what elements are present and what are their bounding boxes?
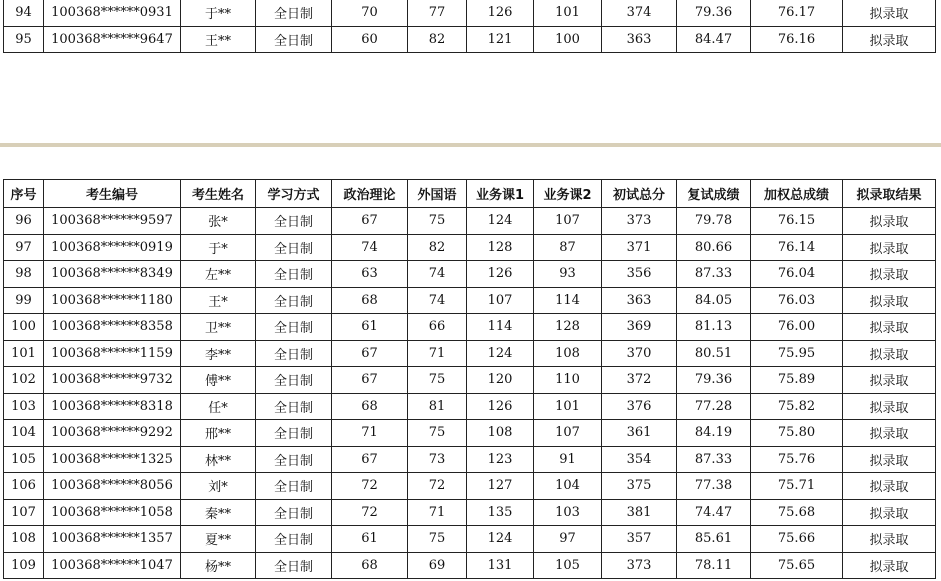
cell-foreign-language: 69 (408, 552, 467, 579)
header-study-mode: 学习方式 (256, 180, 332, 208)
cell-seq: 105 (4, 446, 44, 473)
cell-name: 杨** (181, 552, 256, 579)
cell-seq: 103 (4, 393, 44, 420)
cell-result: 拟录取 (843, 473, 936, 500)
table-row (4, 340, 936, 367)
cell-name: 傅** (181, 367, 256, 394)
cell-foreign-language: 82 (408, 234, 467, 261)
cell-name: 刘* (181, 473, 256, 500)
cell-prelim-total: 375 (602, 473, 677, 500)
cell-prelim-total: 376 (602, 393, 677, 420)
cell-candidate-id: 100368******0931 (44, 0, 181, 26)
cell-study-mode: 全日制 (256, 473, 332, 500)
cell-foreign-language: 74 (408, 261, 467, 288)
cell-candidate-id: 100368******9647 (44, 26, 181, 53)
cell-result: 拟录取 (843, 0, 936, 26)
cell-course2: 107 (534, 208, 602, 235)
cell-weighted-total: 75.76 (751, 446, 843, 473)
table-row (4, 208, 936, 235)
table-row (4, 526, 936, 553)
cell-result: 拟录取 (843, 552, 936, 579)
cell-seq: 99 (4, 287, 44, 314)
cell-retest-score: 80.66 (677, 234, 751, 261)
cell-course2: 114 (534, 287, 602, 314)
cell-weighted-total: 75.68 (751, 499, 843, 526)
cell-politics: 67 (332, 208, 408, 235)
admission-table-top (3, 0, 936, 53)
cell-candidate-id: 100368******9597 (44, 208, 181, 235)
cell-course1: 107 (467, 287, 534, 314)
cell-course2: 128 (534, 314, 602, 341)
cell-course1: 124 (467, 340, 534, 367)
cell-result: 拟录取 (843, 526, 936, 553)
cell-study-mode: 全日制 (256, 446, 332, 473)
cell-politics: 68 (332, 287, 408, 314)
table-row (4, 26, 936, 53)
cell-course1: 108 (467, 420, 534, 447)
header-result: 拟录取结果 (843, 180, 936, 208)
cell-seq: 108 (4, 526, 44, 553)
cell-result: 拟录取 (843, 287, 936, 314)
cell-retest-score: 77.28 (677, 393, 751, 420)
cell-course1: 131 (467, 552, 534, 579)
cell-seq: 109 (4, 552, 44, 579)
cell-retest-score: 84.05 (677, 287, 751, 314)
cell-retest-score: 80.51 (677, 340, 751, 367)
cell-study-mode: 全日制 (256, 340, 332, 367)
cell-seq: 106 (4, 473, 44, 500)
cell-course2: 108 (534, 340, 602, 367)
cell-retest-score: 84.19 (677, 420, 751, 447)
cell-candidate-id: 100368******9732 (44, 367, 181, 394)
cell-result: 拟录取 (843, 367, 936, 394)
header-row (4, 180, 936, 208)
cell-study-mode: 全日制 (256, 552, 332, 579)
cell-weighted-total: 75.66 (751, 526, 843, 553)
cell-weighted-total: 76.04 (751, 261, 843, 288)
cell-course2: 104 (534, 473, 602, 500)
cell-result: 拟录取 (843, 420, 936, 447)
cell-retest-score: 77.38 (677, 473, 751, 500)
table-row (4, 446, 936, 473)
cell-study-mode: 全日制 (256, 526, 332, 553)
cell-foreign-language: 74 (408, 287, 467, 314)
cell-candidate-id: 100368******8358 (44, 314, 181, 341)
cell-politics: 67 (332, 367, 408, 394)
cell-weighted-total: 76.00 (751, 314, 843, 341)
cell-weighted-total: 76.15 (751, 208, 843, 235)
table-row (4, 314, 936, 341)
cell-candidate-id: 100368******0919 (44, 234, 181, 261)
cell-study-mode: 全日制 (256, 26, 332, 53)
table-body (4, 208, 936, 579)
cell-course1: 126 (467, 0, 534, 26)
cell-prelim-total: 374 (602, 0, 677, 26)
cell-study-mode: 全日制 (256, 287, 332, 314)
cell-candidate-id: 100368******8056 (44, 473, 181, 500)
cell-result: 拟录取 (843, 340, 936, 367)
cell-seq: 97 (4, 234, 44, 261)
cell-name: 于** (181, 0, 256, 26)
cell-foreign-language: 75 (408, 420, 467, 447)
cell-foreign-language: 71 (408, 340, 467, 367)
cell-course1: 135 (467, 499, 534, 526)
cell-candidate-id: 100368******1159 (44, 340, 181, 367)
cell-course1: 114 (467, 314, 534, 341)
cell-weighted-total: 75.82 (751, 393, 843, 420)
cell-seq: 94 (4, 0, 44, 26)
cell-weighted-total: 76.14 (751, 234, 843, 261)
cell-result: 拟录取 (843, 26, 936, 53)
table-row (4, 0, 936, 26)
cell-prelim-total: 361 (602, 420, 677, 447)
cell-foreign-language: 82 (408, 26, 467, 53)
cell-seq: 98 (4, 261, 44, 288)
cell-foreign-language: 75 (408, 208, 467, 235)
cell-politics: 72 (332, 499, 408, 526)
cell-prelim-total: 354 (602, 446, 677, 473)
cell-result: 拟录取 (843, 446, 936, 473)
cell-politics: 72 (332, 473, 408, 500)
cell-result: 拟录取 (843, 314, 936, 341)
cell-course2: 101 (534, 0, 602, 26)
cell-weighted-total: 75.89 (751, 367, 843, 394)
cell-weighted-total: 75.80 (751, 420, 843, 447)
cell-study-mode: 全日制 (256, 420, 332, 447)
cell-candidate-id: 100368******1047 (44, 552, 181, 579)
cell-prelim-total: 363 (602, 26, 677, 53)
cell-politics: 71 (332, 420, 408, 447)
cell-retest-score: 79.36 (677, 367, 751, 394)
header-candidate-id: 考生编号 (44, 180, 181, 208)
cell-course2: 91 (534, 446, 602, 473)
cell-name: 左** (181, 261, 256, 288)
cell-seq: 104 (4, 420, 44, 447)
cell-name: 夏** (181, 526, 256, 553)
table-row (4, 420, 936, 447)
cell-foreign-language: 81 (408, 393, 467, 420)
table-row (4, 473, 936, 500)
cell-course1: 128 (467, 234, 534, 261)
cell-candidate-id: 100368******8318 (44, 393, 181, 420)
cell-retest-score: 79.36 (677, 0, 751, 26)
cell-course1: 126 (467, 261, 534, 288)
cell-name: 任* (181, 393, 256, 420)
header-seq: 序号 (4, 180, 44, 208)
cell-course2: 93 (534, 261, 602, 288)
cell-seq: 100 (4, 314, 44, 341)
cell-course2: 101 (534, 393, 602, 420)
cell-politics: 60 (332, 26, 408, 53)
table-row (4, 367, 936, 394)
cell-prelim-total: 372 (602, 367, 677, 394)
cell-prelim-total: 369 (602, 314, 677, 341)
cell-seq: 95 (4, 26, 44, 53)
table-row (4, 552, 936, 579)
cell-result: 拟录取 (843, 208, 936, 235)
header-course1: 业务课1 (467, 180, 534, 208)
cell-name: 卫** (181, 314, 256, 341)
table-header (4, 180, 936, 208)
cell-prelim-total: 371 (602, 234, 677, 261)
cell-name: 于* (181, 234, 256, 261)
table-row (4, 393, 936, 420)
cell-politics: 68 (332, 393, 408, 420)
cell-foreign-language: 66 (408, 314, 467, 341)
cell-course2: 110 (534, 367, 602, 394)
cell-retest-score: 78.11 (677, 552, 751, 579)
cell-prelim-total: 373 (602, 552, 677, 579)
cell-weighted-total: 76.17 (751, 0, 843, 26)
cell-course1: 127 (467, 473, 534, 500)
cell-course2: 97 (534, 526, 602, 553)
cell-weighted-total: 76.16 (751, 26, 843, 53)
cell-politics: 68 (332, 552, 408, 579)
cell-candidate-id: 100368******1357 (44, 526, 181, 553)
cell-candidate-id: 100368******1058 (44, 499, 181, 526)
cell-name: 王** (181, 26, 256, 53)
cell-course2: 103 (534, 499, 602, 526)
cell-foreign-language: 71 (408, 499, 467, 526)
cell-result: 拟录取 (843, 393, 936, 420)
header-course2: 业务课2 (534, 180, 602, 208)
cell-weighted-total: 76.03 (751, 287, 843, 314)
cell-name: 张* (181, 208, 256, 235)
cell-prelim-total: 370 (602, 340, 677, 367)
cell-retest-score: 87.33 (677, 446, 751, 473)
header-weighted-total: 加权总成绩 (751, 180, 843, 208)
cell-study-mode: 全日制 (256, 261, 332, 288)
header-name: 考生姓名 (181, 180, 256, 208)
cell-weighted-total: 75.65 (751, 552, 843, 579)
cell-study-mode: 全日制 (256, 314, 332, 341)
cell-result: 拟录取 (843, 499, 936, 526)
cell-course1: 121 (467, 26, 534, 53)
cell-prelim-total: 357 (602, 526, 677, 553)
cell-prelim-total: 363 (602, 287, 677, 314)
header-retest-score: 复试成绩 (677, 180, 751, 208)
cell-seq: 102 (4, 367, 44, 394)
cell-politics: 74 (332, 234, 408, 261)
admission-table (3, 179, 936, 579)
cell-candidate-id: 100368******8349 (44, 261, 181, 288)
cell-name: 李** (181, 340, 256, 367)
cell-name: 秦** (181, 499, 256, 526)
cell-candidate-id: 100368******1325 (44, 446, 181, 473)
table-row (4, 499, 936, 526)
cell-result: 拟录取 (843, 261, 936, 288)
cell-seq: 101 (4, 340, 44, 367)
table-row (4, 287, 936, 314)
cell-politics: 61 (332, 526, 408, 553)
cell-politics: 61 (332, 314, 408, 341)
cell-course2: 105 (534, 552, 602, 579)
cell-study-mode: 全日制 (256, 367, 332, 394)
cell-name: 邢** (181, 420, 256, 447)
cell-course1: 124 (467, 526, 534, 553)
cell-retest-score: 87.33 (677, 261, 751, 288)
cell-candidate-id: 100368******9292 (44, 420, 181, 447)
cell-course2: 87 (534, 234, 602, 261)
cell-study-mode: 全日制 (256, 393, 332, 420)
cell-foreign-language: 75 (408, 526, 467, 553)
cell-prelim-total: 381 (602, 499, 677, 526)
cell-study-mode: 全日制 (256, 234, 332, 261)
cell-politics: 70 (332, 0, 408, 26)
table-body-top (4, 0, 936, 53)
cell-foreign-language: 75 (408, 367, 467, 394)
cell-study-mode: 全日制 (256, 0, 332, 26)
cell-politics: 67 (332, 340, 408, 367)
cell-name: 王* (181, 287, 256, 314)
cell-politics: 67 (332, 446, 408, 473)
cell-weighted-total: 75.71 (751, 473, 843, 500)
header-politics: 政治理论 (332, 180, 408, 208)
cell-course2: 100 (534, 26, 602, 53)
cell-prelim-total: 356 (602, 261, 677, 288)
cell-course2: 107 (534, 420, 602, 447)
cell-study-mode: 全日制 (256, 499, 332, 526)
section-divider (0, 143, 941, 147)
cell-politics: 63 (332, 261, 408, 288)
cell-name: 林** (181, 446, 256, 473)
table-row (4, 234, 936, 261)
cell-weighted-total: 75.95 (751, 340, 843, 367)
cell-foreign-language: 73 (408, 446, 467, 473)
cell-candidate-id: 100368******1180 (44, 287, 181, 314)
cell-seq: 96 (4, 208, 44, 235)
cell-foreign-language: 72 (408, 473, 467, 500)
cell-foreign-language: 77 (408, 0, 467, 26)
cell-result: 拟录取 (843, 234, 936, 261)
cell-prelim-total: 373 (602, 208, 677, 235)
cell-retest-score: 85.61 (677, 526, 751, 553)
cell-retest-score: 74.47 (677, 499, 751, 526)
cell-study-mode: 全日制 (256, 208, 332, 235)
cell-retest-score: 79.78 (677, 208, 751, 235)
header-prelim-total: 初试总分 (602, 180, 677, 208)
header-foreign-language: 外国语 (408, 180, 467, 208)
cell-course1: 124 (467, 208, 534, 235)
cell-course1: 123 (467, 446, 534, 473)
cell-retest-score: 84.47 (677, 26, 751, 53)
table-row (4, 261, 936, 288)
cell-retest-score: 81.13 (677, 314, 751, 341)
cell-seq: 107 (4, 499, 44, 526)
cell-course1: 126 (467, 393, 534, 420)
cell-course1: 120 (467, 367, 534, 394)
